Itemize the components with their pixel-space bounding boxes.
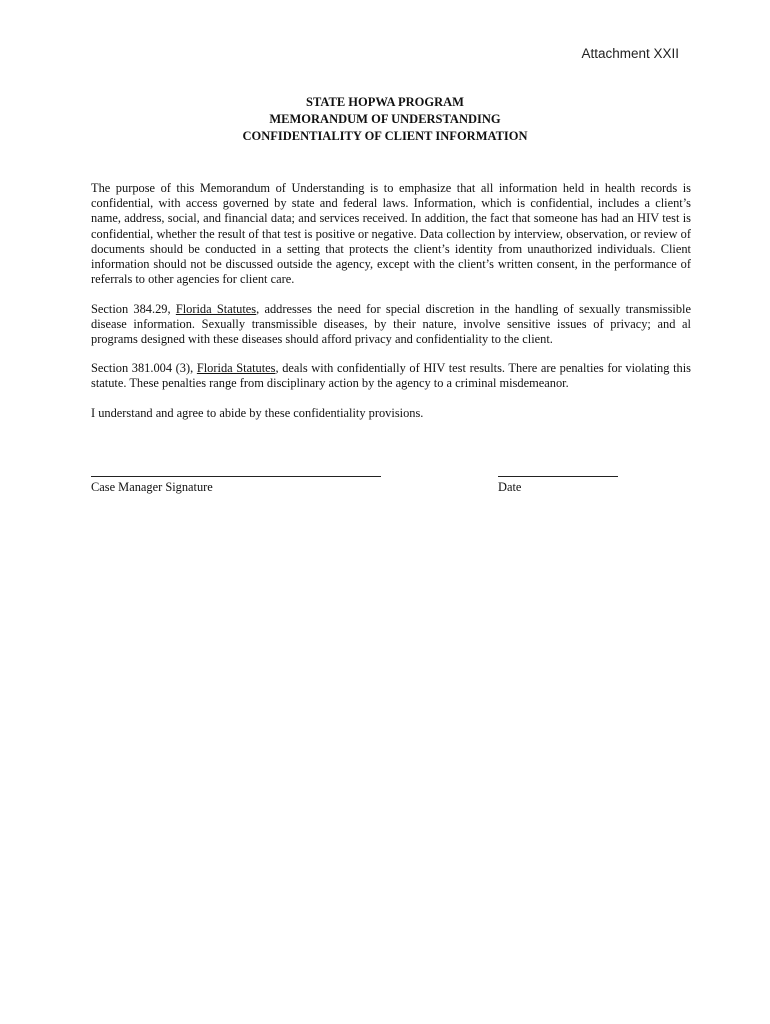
document-title: [0, 94, 770, 145]
signature-line[interactable]: [91, 476, 381, 477]
title-line-1: STATE HOPWA PROGRAM: [306, 95, 464, 109]
date-label: Date: [498, 480, 522, 494]
title-line-2: MEMORANDUM OF UNDERSTANDING: [269, 112, 501, 126]
section-384-prefix: Section 384.29,: [91, 302, 176, 316]
attachment-label: Attachment XXII: [581, 46, 679, 61]
section-384-paragraph: [91, 302, 691, 348]
section-384-text: , addresses the need for special discretion in the handling of sexually transmissible disease information. Sexually transmissible diseases, by their nature, involve sensitive issues of privacy; and al programs designed with these diseases should afford privacy and confidentiality to the client.: [91, 302, 691, 347]
florida-statutes-reference: Florida Statutes: [196, 361, 276, 375]
section-381-text: , deals with confidentially of HIV test results. There are penalties for violating this statute. These penalties range from disciplinary action by the agency to a criminal misdemeanor.: [91, 361, 691, 391]
purpose-paragraph: The purpose of this Memorandum of Understanding is to emphasize that all information held in health records is confidential, with access governed by state and federal laws. Information, which is confidential, includes a client’s name, address, social, and financial data; and services received. In addition, the fact that someone has had an HIV test is confidential, whether the result of that test is positive or negative. Data collection by interview, observation, or review of documents should be conducted in a setting that protects the client’s identity from unauthorized individuals. Client information should not be discussed outside the agency, except with the client’s written consent, in the performance of referrals to other agencies for client care.: [91, 181, 691, 287]
section-381-prefix: Section 381.004 (3),: [91, 361, 197, 375]
section-381-paragraph: [91, 361, 691, 391]
florida-statutes-reference: Florida Statutes: [175, 302, 257, 316]
date-line[interactable]: [498, 476, 618, 477]
title-line-3: CONFIDENTIALITY OF CLIENT INFORMATION: [242, 129, 528, 143]
agreement-statement: I understand and agree to abide by these confidentiality provisions.: [91, 406, 424, 420]
signature-label: Case Manager Signature: [91, 480, 213, 494]
